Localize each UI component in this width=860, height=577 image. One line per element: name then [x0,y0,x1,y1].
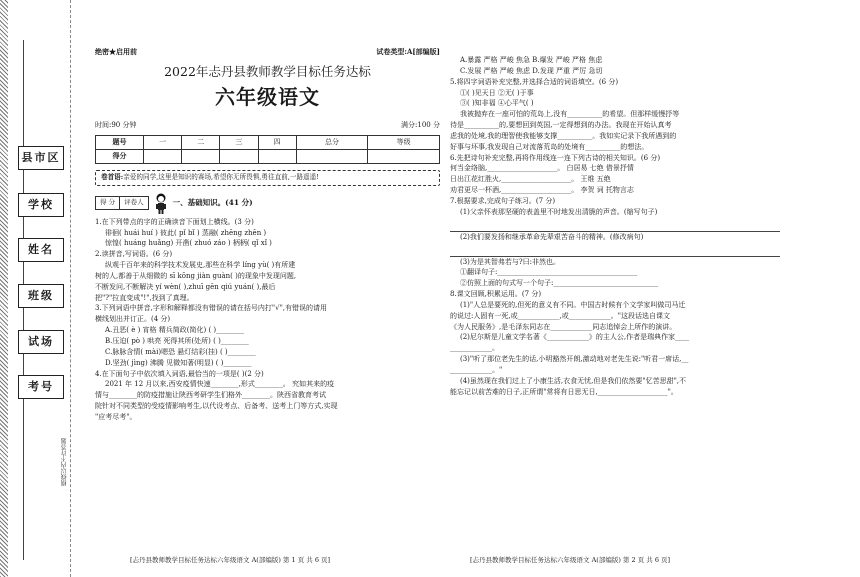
score-table [95,135,440,164]
question-line: 劝君更尽一杯酒,____________________。 李贺 词 托物言志 [450,186,634,195]
answer-line[interactable] [450,246,780,257]
question-line: 纵观千百年来的科学技术发展史,那些在科学 líng yù( )有所建 [105,261,296,270]
question-line: 能忘记以前苦难的日子,正所谓"常将有日思无日,____________________"。 [450,387,678,396]
question-line: 横线划出并订正。(4 分) [95,315,171,324]
score-header-cell: 总分 [296,135,368,149]
answer-line[interactable] [450,221,780,232]
binding-warning: 横线以内不许答题 [61,438,68,486]
question-line: ③( )知非福 ④心平气( ) [460,99,534,108]
question-line: (2)我们要发扬和继承革命先辈艰苦奋斗的精神。(修改病句) [460,232,644,241]
field-county: 县市区 [18,146,64,170]
footer-page-2: [忐丹县教师教学目标任务达标六年级语文 A(部编版) 第 2 页 共 6 页] [470,556,671,564]
score-header-cell: 三 [220,135,258,149]
question-line: 3.下列词语中拼音,字形和解释都没有错误的请在括号内打"√",有错误的请用 [95,304,328,313]
question-line: B.压迫( pò ) 哄亮 死得其所(处所) ( )________ [105,336,249,345]
binding-dashed-line [70,0,71,577]
score-header-cell: 二 [182,135,220,149]
grader-score-label: 得 分 [96,197,120,209]
student-mascot-icon [153,192,169,214]
question-line: ____________。" [450,365,503,374]
score-cell[interactable] [296,149,368,163]
left-questions [95,217,440,423]
question-line: C.发展 严格 严峻 焦虑 D.发现 严重 严厉 急切 [460,66,603,75]
preface-text: 亲爱的同学,这里是知识的赛场,希望你无所畏惧,勇往直前,一路遥遥! [123,172,319,181]
question-line: 惊惶( huáng huǎng) 开凿( zhuó záo ) 柄柄( qǐ xǐ ) [105,239,272,248]
question-line: 好事与坏事,我发现自己对流落荒岛的处境有__________的想法。 [450,142,649,151]
score-table-score-row [96,149,440,163]
grader-reviewer-label: 评卷人 [124,197,144,206]
question-line: 《为人民服务》,是毛泽东同志在____________同志追悼会上所作的演讲。 [450,322,677,331]
question-line: A.暴露 严格 严峻 焦急 B.爆发 严峻 严格 焦虑 [460,56,603,64]
field-exam-room: 试场 [18,330,64,354]
binding-margin [0,0,78,577]
question-line: (3)为是其智弗若与?曰:非然也。 [460,257,561,266]
score-cell[interactable] [258,149,296,163]
field-class: 班级 [18,284,64,308]
score-cell[interactable] [144,149,182,163]
question-line: 何当金络脑,____________________。 白居易 七绝 借景抒情 [450,164,634,173]
score-header-cell: 等级 [368,135,440,149]
score-cell[interactable] [220,149,258,163]
page-header [95,48,440,56]
question-line: ①翻译句子:________________________________________ [460,268,638,277]
question-line: 徘徊( huái huí ) 彼此( pǐ bǐ ) 蒸融( zhēng zhēn ) [105,228,267,237]
question-line: 4.在下面句子中依次填入词语,最恰当的一项是( )(2 分) [95,369,264,378]
question-line: 日出江花红胜火,____________________。 王维 五绝 [450,175,611,184]
question-line: 5.将四字词语补充完整,并选择合适的词语填空。(6 分) [450,77,619,86]
question-line: (4)虽然现在我们过上了小康生活,衣食无忧,但是我们依然要"忆苦思甜",不 [460,376,687,385]
question-line: ____________。 [450,344,499,353]
score-cell[interactable] [182,149,220,163]
section-1-title: 一、基础知识。(41 分) [172,198,253,208]
right-questions [450,55,780,397]
question-line: 我被抛弃在一座可怕的荒岛上,没有__________的希望。但那样缓慢抒等 [460,110,680,119]
secret-mark: 绝密★启用前 [95,47,137,56]
question-line: 院针对不同类型的受疫情影响考生,以代设考点、后备考、送考上门等方式,实现 [95,402,338,411]
field-name: 姓名 [18,238,64,262]
question-line: D.坚劲( jìng) 沸腾 见微知著(明显) ( )________ [105,358,252,367]
preface-label: 卷首语: [101,172,124,181]
exam-subject: 六年级语文 [215,85,320,110]
preface-note [95,170,440,186]
question-line: 7.根据要求,完成句子练习。(7 分) [450,196,556,205]
question-line: 8.课文回顾,积累运用。(7 分) [450,290,542,299]
field-exam-number: 考号 [18,375,64,399]
question-line: (2)尼尔斯是儿童文学名著《____________》的主人公,作者是瑞典作家____ [460,333,690,342]
question-line: ②仿照上面的句式写一个句子:______________________________ [460,279,659,288]
question-line: (1)父亲怀表那坚硬的表盖里不时地发出清脆的声音。(缩写句子) [460,207,658,216]
question-line: 6.先把诗句补充完整,再将作用线连一连下列古诗的相关知识。(6 分) [450,153,661,162]
score-header-cell: 题号 [96,135,144,149]
question-line: 情与________的防疫措施让陕西考研学生们格外________。陕西省教育考试 [95,391,326,400]
exam-full-score: 满分:100 分 [401,121,440,130]
score-header-cell: 四 [258,135,296,149]
question-line: (1)"人总是要死的,但死的意义有不同。中国古时候有个文学家叫做司马迁 [460,300,686,309]
field-school: 学校 [18,193,64,217]
question-line: 不断发问,不断解决 yí wèn( ),zhuī gēn qiú yuán( ),最后 [95,282,276,291]
question-line: A.丑恶( è ) 宵格 精兵简政(简化) ( )________ [105,326,245,335]
footer-page-1: [忐丹县教师教学目标任务达标六年级语文 A(部编版) 第 1 页 共 6 页] [130,556,331,564]
question-line: C.脉脉含情( mài)嗯恐 悬灯结彩(挂) ( )________ [105,347,256,356]
question-line: 2.读拼音,写词语。(6 分) [95,250,173,259]
grader-box [95,196,149,210]
question-line: 待是__________的,要想回到英国,一定得想到的办法。我现在开始认真考 [450,121,672,130]
question-line: 虑我的处境,我的理智使我能够支撑__________。我如实记录下我所遇到的 [450,131,677,140]
question-line: 1.在下列带点的字的正确读音下面划上横线。(3 分) [95,217,254,226]
exam-meta [95,121,440,129]
question-line: "应考尽考"。 [95,412,137,421]
section-1-header [95,192,440,214]
binding-hatch [0,0,8,577]
question-line: 树的人,都善于从细微的 sī kōng jiàn guàn( )的现象中发现问题, [95,271,297,280]
question-line: ①( )见天日 ②无( )于事 [460,88,534,97]
paper-type: 试卷类型:A[部编版] [376,47,440,56]
question-line: 2021 年 12 月以来,西安疫情快速________,形式________。 究如其来的疫 [105,380,335,389]
exam-title: 2022年忐丹县教师教学目标任务达标 [164,64,371,80]
score-header-cell: 一 [144,135,182,149]
question-line: 把"?"拉直变成"!",找到了真理。 [95,293,194,302]
score-cell[interactable] [368,149,440,163]
score-table-header-row [96,135,440,149]
question-line: 的说过:人固有一死,或____________,或____________。"这段话选自课文 [450,311,671,320]
page-2 [450,52,780,397]
exam-time: 时间:90 分钟 [95,121,137,130]
score-row-label: 得分 [96,149,144,163]
page-1 [95,48,440,423]
question-line: (3)"听了那位老先生的话,小明豁然开朗,激动地对老先生说:"听君一席话,__ [460,355,689,364]
